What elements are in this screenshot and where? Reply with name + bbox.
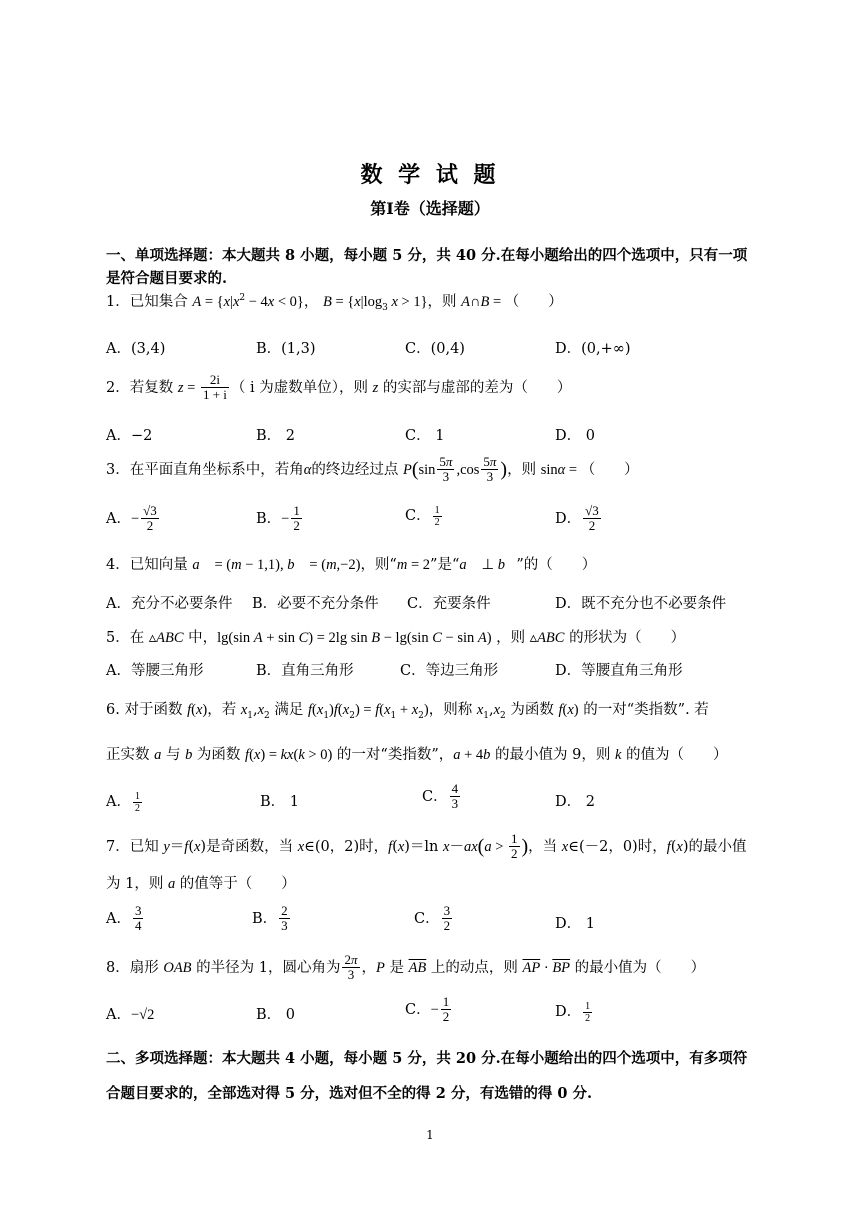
question-4: 4．已知向量 a⃗ = (m − 1,1), b⃗ = (m,−2)，则“m = 2”是“a⃗ ⊥ b⃗”的（ ） — [106, 557, 597, 573]
q4-option-c: C．充要条件 — [407, 596, 491, 612]
q7-option-c: C． $\frac{3}{2}$ — [414, 903, 451, 934]
q2-option-d: D． 0 — [555, 428, 595, 444]
q3-option-c: C． $\frac{1}{2}$ — [405, 504, 440, 528]
q7-option-d: D． 1 — [555, 916, 595, 932]
q6-option-d: D． 2 — [555, 794, 595, 810]
q2-option-a: A．−2 — [106, 428, 153, 444]
question-7-line1: 7．已知 y＝f(x)是奇函数，当 x∈(0，2)时，f(x)＝ln x－ax(a > $\frac{1}{2}$ )，当 x∈(－2，0)时，f(x)的最小值 — [106, 831, 747, 862]
section-2-heading-line2: 合题目要求的，全部选对得 5 分，选对但不全的得 2 分，有选错的得 0 分. — [106, 1085, 593, 1102]
q1-option-b: B．(1,3) — [256, 341, 316, 357]
question-1: 1．已知集合 $A = \{x|x^2 - 4x < 0\}$， $B = \{x|\log_3$ x > 1}，则 A∩B = （ ） — [106, 293, 563, 313]
q3-option-a: A．− $\frac{√3}{2}$ — [106, 503, 157, 534]
q5-option-b: B．直角三角形 — [256, 663, 354, 679]
question-8: 8．扇形 OAB 的半径为 1，圆心角为 $\frac{2\pi}{3}$ ，P 是 $\overline{AB}$ 上的动点，则 $\overline{AP} \cdot \overline{BP}$ 的最小值为（ ） — [106, 952, 706, 983]
q1-option-d: D．(0,+∞) — [555, 341, 631, 357]
q6-option-c: C． $\frac{4}{3}$ — [422, 781, 459, 812]
q8-option-a: A．−√2 — [106, 1007, 155, 1023]
question-3: 3．在平面直角坐标系中，若角α的终边经过点 P(sin $\frac{5\pi}{3}$ ,cos $\frac{5\pi}{3}$ )，则 sinα = （ ） — [106, 454, 639, 485]
section-1-heading-line2: 是符合题目要求的. — [106, 270, 228, 287]
page-title: 数 学 试 题 — [360, 162, 500, 188]
q8-option-d: D． $\frac{1}{2}$ — [555, 1000, 591, 1024]
q7-option-b: B． $\frac{2}{3}$ — [252, 903, 288, 934]
q8-option-c: C．− $\frac{1}{2}$ — [405, 994, 450, 1025]
q5-option-a: A．等腰三角形 — [106, 663, 204, 679]
q4-option-a: A．充分不必要条件 — [106, 596, 233, 612]
question-2: 2．若复数 z = $\frac{2i}{1 + i}$ （ i 为虚数单位），则 z 的实部与虚部的差为（ ） — [106, 372, 572, 403]
section-1-heading-line1: 一、单项选择题：本大题共 8 小题，每小题 5 分，共 40 分.在每小题给出的四个选项中，只有一项 — [106, 247, 748, 264]
q2-option-c: C． 1 — [405, 428, 445, 444]
page-subtitle: 第Ⅰ卷（选择题） — [370, 199, 490, 218]
q5-option-c: C．等边三角形 — [400, 663, 499, 679]
q1-option-c: C．(0,4) — [405, 341, 465, 357]
question-6-line2: 正实数 a 与 b 为函数 f(x) = kx(k > 0) 的一对“类指数”，a + 4b 的最小值为 9，则 k 的值为（ ） — [106, 747, 728, 763]
question-7-line2: 为 1，则 a 的值等于（ ） — [106, 876, 296, 892]
q3-option-b: B．− $\frac{1}{2}$ — [256, 503, 300, 534]
page-number: 1 — [426, 1128, 434, 1142]
q3-option-d: D． $\frac{√3}{2}$ — [555, 503, 599, 534]
q4-option-b: B．必要不充分条件 — [252, 596, 379, 612]
q5-option-d: D．等腰直角三角形 — [555, 663, 683, 679]
q2-option-b: B． 2 — [256, 428, 295, 444]
q8-option-b: B． 0 — [256, 1007, 295, 1023]
q4-option-d: D．既不充分也不必要条件 — [555, 596, 727, 612]
q1-option-a: A．(3,4) — [106, 341, 166, 357]
section-2-heading-line1: 二、多项选择题：本大题共 4 小题，每小题 5 分，共 20 分.在每小题给出的四个选项中，有多项符 — [106, 1050, 748, 1067]
question-5: 5．在 ▵ABC 中，lg(sin A + sin C) = 2lg sin B − lg(sin C − sin A) ，则 ▵ABC 的形状为（ ） — [106, 630, 686, 646]
q6-option-a: A． $\frac{1}{2}$ — [106, 790, 140, 814]
q6-option-b: B． 1 — [260, 794, 299, 810]
question-6-line1: 6. 对于函数 f(x)，若 $x_1,x_2$ 满足 $f(x_1)f(x_2) = f(x_1 + x_2)$，则称 $x_1,x_2$ 为函数 f(x) 的一对“类指数”. 若 — [106, 702, 709, 721]
q7-option-a: A． $\frac{3}{4}$ — [106, 903, 142, 934]
